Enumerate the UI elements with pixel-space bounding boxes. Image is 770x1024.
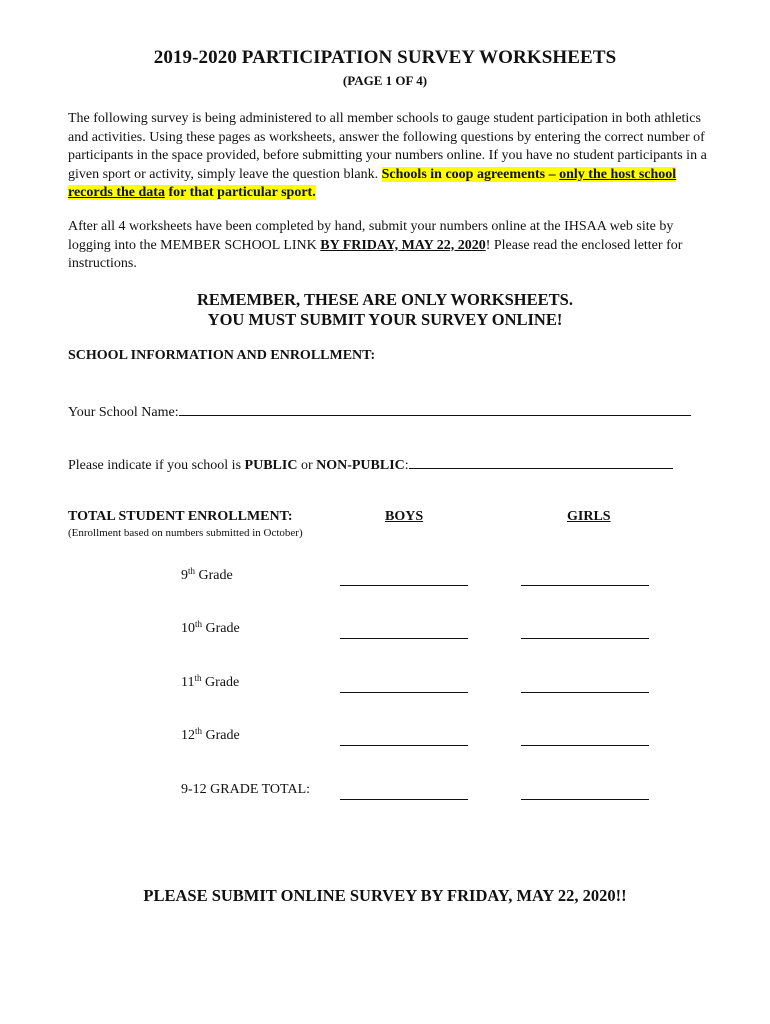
- boys-10th-field[interactable]: [340, 638, 468, 639]
- page-indicator: (PAGE 1 OF 4): [342, 73, 428, 88]
- reminder-block: [0, 290, 770, 330]
- deadline-text: BY FRIDAY, MAY 22, 2020: [320, 237, 486, 253]
- coop-highlight-1: Schools in coop agreements –: [381, 166, 560, 182]
- instructions-paragraph: [68, 218, 708, 274]
- nonpublic-label: NON-PUBLIC: [316, 458, 405, 473]
- reminder-line-1: REMEMBER, THESE ARE ONLY WORKSHEETS.: [197, 290, 573, 309]
- submit-reminder-footer: PLEASE SUBMIT ONLINE SURVEY BY FRIDAY, MAY 22, 2020!!: [143, 886, 627, 905]
- school-type-field[interactable]: [409, 454, 673, 469]
- enrollment-heading: TOTAL STUDENT ENROLLMENT:: [68, 509, 293, 524]
- girls-10th-field[interactable]: [521, 638, 649, 639]
- grade-text: Grade: [202, 728, 240, 743]
- grade-text: Grade: [202, 621, 240, 636]
- grade-suffix: th: [195, 726, 203, 736]
- instructions-text-1: After all 4 worksheets have been completed by hand, submit your numbers online at the IHSAA web site by logging into the MEMBER SCHOOL LINK: [68, 219, 674, 253]
- or-label: or: [297, 458, 317, 473]
- colon-label: :: [404, 458, 409, 473]
- reminder-line-2: YOU MUST SUBMIT YOUR SURVEY ONLINE!: [207, 310, 563, 329]
- boys-9th-field[interactable]: [340, 585, 468, 586]
- school-name-label: Your School Name:: [68, 405, 179, 420]
- coop-highlight-2: only the host school records the data: [68, 166, 677, 200]
- school-info-heading: SCHOOL INFORMATION AND ENROLLMENT:: [68, 348, 376, 363]
- page-title: 2019-2020 PARTICIPATION SURVEY WORKSHEETS: [153, 47, 617, 68]
- school-type-row: [68, 454, 673, 474]
- grade-suffix: th: [195, 619, 203, 629]
- instructions-text-2: ! Please read the enclosed letter for instructions.: [68, 237, 683, 271]
- intro-paragraph: [68, 110, 708, 203]
- grade-number: 12: [181, 728, 195, 743]
- public-label: PUBLIC: [244, 458, 298, 473]
- grade-number: 10: [181, 621, 195, 636]
- enrollment-note: (Enrollment based on numbers submitted in October): [68, 527, 303, 539]
- school-name-row: [68, 401, 691, 421]
- grade-text: Grade: [201, 675, 240, 690]
- boys-12th-field[interactable]: [340, 745, 468, 746]
- grade-label-11: [181, 675, 239, 691]
- grade-number: 11: [181, 675, 195, 690]
- school-type-label: Please indicate if you school is: [68, 458, 245, 473]
- boys-column-header: BOYS: [385, 509, 424, 524]
- grade-number: 9: [181, 568, 188, 583]
- school-name-field[interactable]: [179, 401, 691, 416]
- grade-suffix: th: [188, 566, 196, 576]
- girls-column-header: GIRLS: [567, 509, 611, 524]
- boys-11th-field[interactable]: [340, 692, 468, 693]
- grade-label-12: [181, 728, 240, 744]
- grade-suffix: th: [194, 673, 202, 683]
- grade-label-9: [181, 568, 233, 584]
- grade-label-10: [181, 621, 240, 637]
- grade-total-label: 9-12 GRADE TOTAL:: [181, 782, 311, 797]
- grade-text: Grade: [195, 568, 233, 583]
- girls-total-field[interactable]: [521, 799, 649, 800]
- boys-total-field[interactable]: [340, 799, 468, 800]
- girls-11th-field[interactable]: [521, 692, 649, 693]
- girls-12th-field[interactable]: [521, 745, 649, 746]
- intro-text: The following survey is being administered to all member schools to gauge student participation in both athletics and activities. Using these pages as worksheets, answer the following questions by entering the correct number of participants in the space provided, before submitting your numbers online. If you have no student participants in a given sport or activity, simply leave the question blank.: [68, 111, 707, 182]
- girls-9th-field[interactable]: [521, 585, 649, 586]
- coop-highlight-3: for that particular sport.: [164, 185, 316, 200]
